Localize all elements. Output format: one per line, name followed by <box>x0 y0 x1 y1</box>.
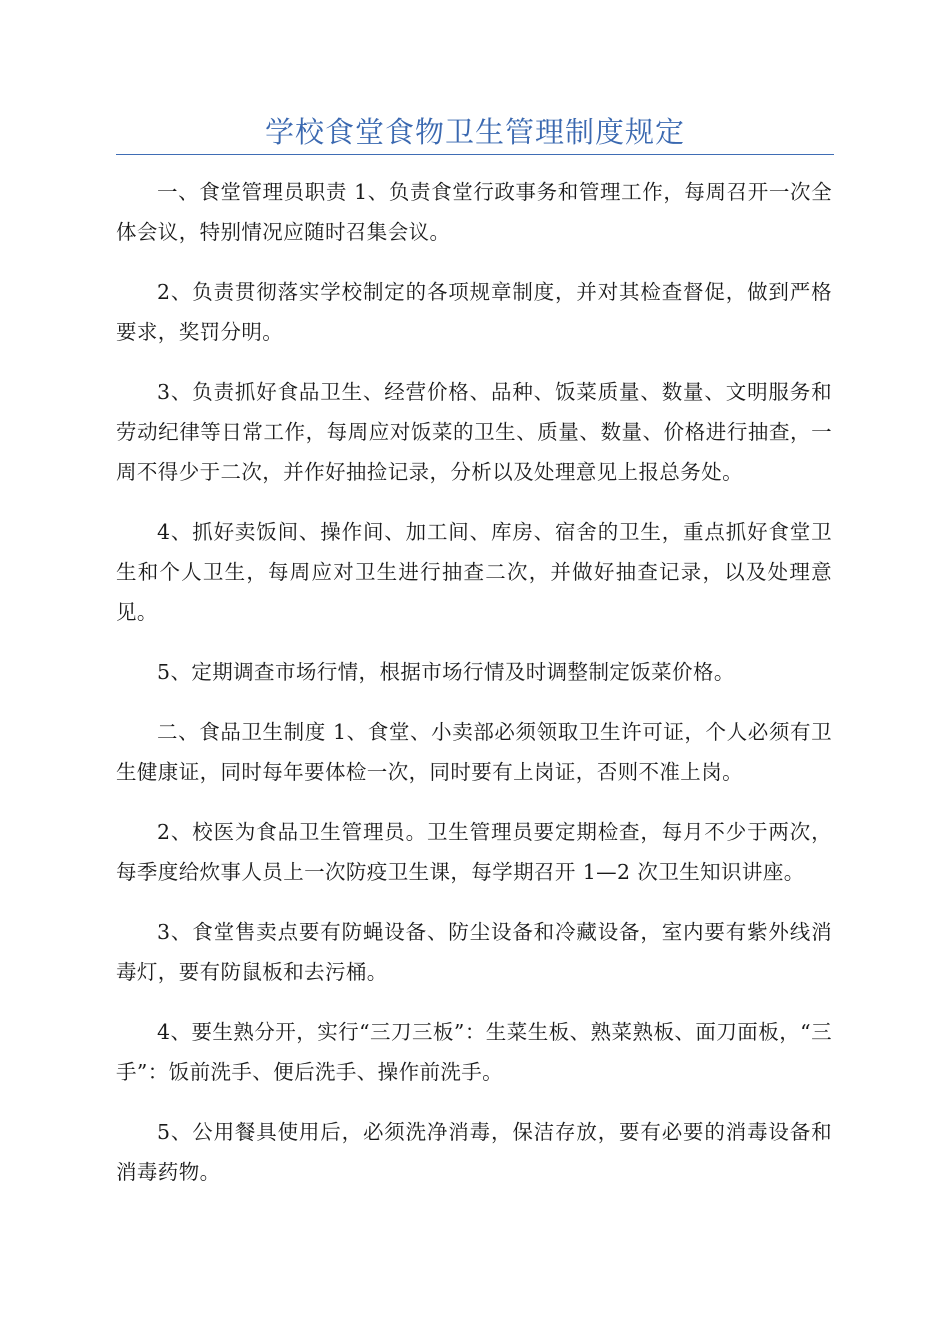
paragraph-canteen-manager-duty-2: 2、负责贯彻落实学校制定的各项规章制度，并对其检查督促，做到严格要求，奖罚分明。 <box>116 280 832 344</box>
title-underline <box>116 154 834 155</box>
paragraph-canteen-manager-duty-4: 4、抓好卖饭间、操作间、加工间、库房、宿舍的卫生，重点抓好食堂卫生和个人卫生，每周应对卫生进行抽查二次，并做好抽查记录，以及处理意见。 <box>116 520 832 624</box>
paragraph-food-hygiene-rule-4: 4、要生熟分开，实行“三刀三板”：生菜生板、熟菜熟板、面刀面板，“三手”：饭前洗手、便后洗手、操作前洗手。 <box>116 1020 832 1084</box>
document-title: 学校食堂食物卫生管理制度规定 <box>264 115 685 149</box>
paragraph-food-hygiene-rule-1: 二、食品卫生制度 1、食堂、小卖部必须领取卫生许可证，个人必须有卫生健康证，同时每年要体检一次，同时要有上岗证，否则不准上岗。 <box>116 720 832 784</box>
paragraph-food-hygiene-rule-3: 3、食堂售卖点要有防蝇设备、防尘设备和冷藏设备，室内要有紫外线消毒灯，要有防鼠板和去污桶。 <box>116 920 832 984</box>
document-body <box>116 172 832 1212</box>
paragraph-food-hygiene-rule-2: 2、校医为食品卫生管理员。卫生管理员要定期检查，每月不少于两次，每季度给炊事人员上一次防疫卫生课，每学期召开 1—2 次卫生知识讲座。 <box>116 820 832 884</box>
paragraph-canteen-manager-duty-5: 5、定期调查市场行情，根据市场行情及时调整制定饭菜价格。 <box>157 660 735 684</box>
paragraph-canteen-manager-duty-1: 一、食堂管理员职责 1、负责食堂行政事务和管理工作，每周召开一次全体会议，特别情况应随时召集会议。 <box>116 180 832 244</box>
paragraph-food-hygiene-rule-5: 5、公用餐具使用后，必须洗净消毒，保洁存放，要有必要的消毒设备和消毒药物。 <box>116 1120 832 1184</box>
paragraph-canteen-manager-duty-3: 3、负责抓好食品卫生、经营价格、品种、饭菜质量、数量、文明服务和劳动纪律等日常工作，每周应对饭菜的卫生、质量、数量、价格进行抽查，一周不得少于二次，并作好抽捡记录，分析以及处理意见上报总务处。 <box>116 380 832 484</box>
